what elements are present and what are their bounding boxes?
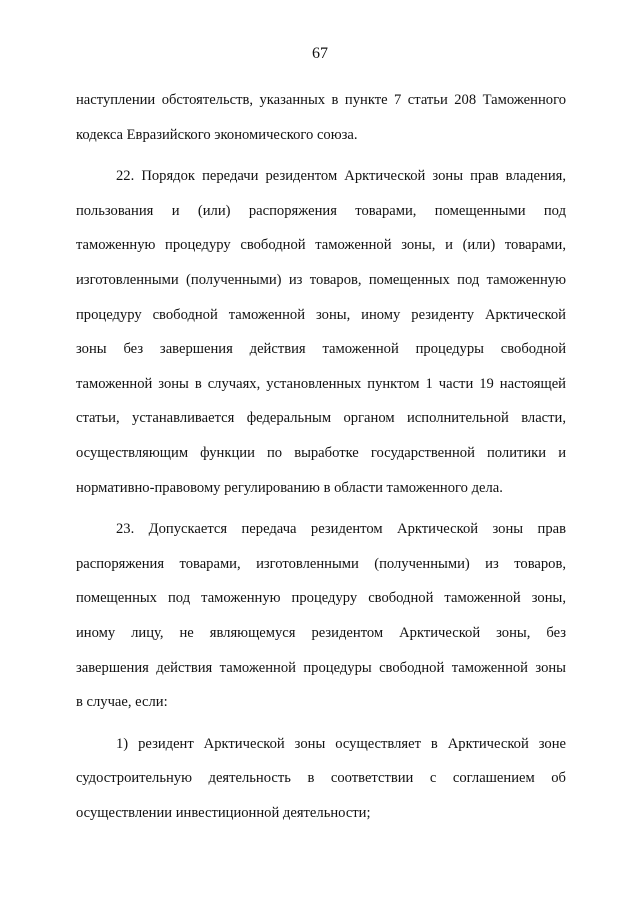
- text-line: зоны без завершения действия таможенной процедуры свободной: [76, 341, 566, 358]
- text-line: помещенных под таможенную процедуру свободной таможенной зоны,: [76, 590, 566, 607]
- text-line: 1) резидент Арктической зоны осуществляет в Арктической зоне: [116, 735, 566, 752]
- text-line: статьи, устанавливается федеральным органом исполнительной власти,: [76, 410, 566, 427]
- paragraph: [76, 736, 566, 840]
- text-line: осуществлении инвестиционной деятельности;: [76, 804, 371, 821]
- text-line: иному лицу, не являющемуся резидентом Арктической зоны, без: [76, 624, 566, 641]
- page-number: 67: [312, 45, 328, 62]
- paragraph: [76, 168, 566, 514]
- text-line: изготовленными (полученными) из товаров, помещенных под таможенную: [76, 271, 566, 288]
- paragraph-gap: [76, 514, 566, 521]
- text-line: нормативно-правовому регулированию в области таможенного дела.: [76, 479, 503, 496]
- paragraph-gap: [76, 161, 566, 168]
- text-line: 22. Порядок передачи резидентом Арктической зоны прав владения,: [116, 168, 566, 185]
- text-line: в случае, если:: [76, 694, 168, 711]
- document-body: [76, 92, 566, 839]
- text-line: процедуру свободной таможенной зоны, иному резиденту Арктической: [76, 306, 566, 323]
- text-line: пользования и (или) распоряжения товарами, помещенными под: [76, 202, 566, 219]
- text-line: таможенной зоны в случаях, установленных пунктом 1 части 19 настоящей: [76, 375, 566, 392]
- text-line: кодекса Евразийского экономического союза.: [76, 126, 358, 143]
- text-line: 23. Допускается передача резидентом Арктической зоны прав: [116, 521, 566, 538]
- text-line: осуществляющим функции по выработке государственной политики и: [76, 444, 566, 461]
- text-line: завершения действия таможенной процедуры свободной таможенной зоны: [76, 659, 566, 676]
- text-line: таможенную процедуру свободной таможенной зоны, и (или) товарами,: [76, 237, 566, 254]
- text-line: судостроительную деятельность в соответствии с соглашением об: [76, 770, 566, 787]
- paragraph: [76, 92, 566, 161]
- paragraph-gap: [76, 729, 566, 736]
- text-line: распоряжения товарами, изготовленными (полученными) из товаров,: [76, 555, 566, 572]
- paragraph: [76, 521, 566, 729]
- text-line: наступлении обстоятельств, указанных в пункте 7 статьи 208 Таможенного: [76, 92, 566, 108]
